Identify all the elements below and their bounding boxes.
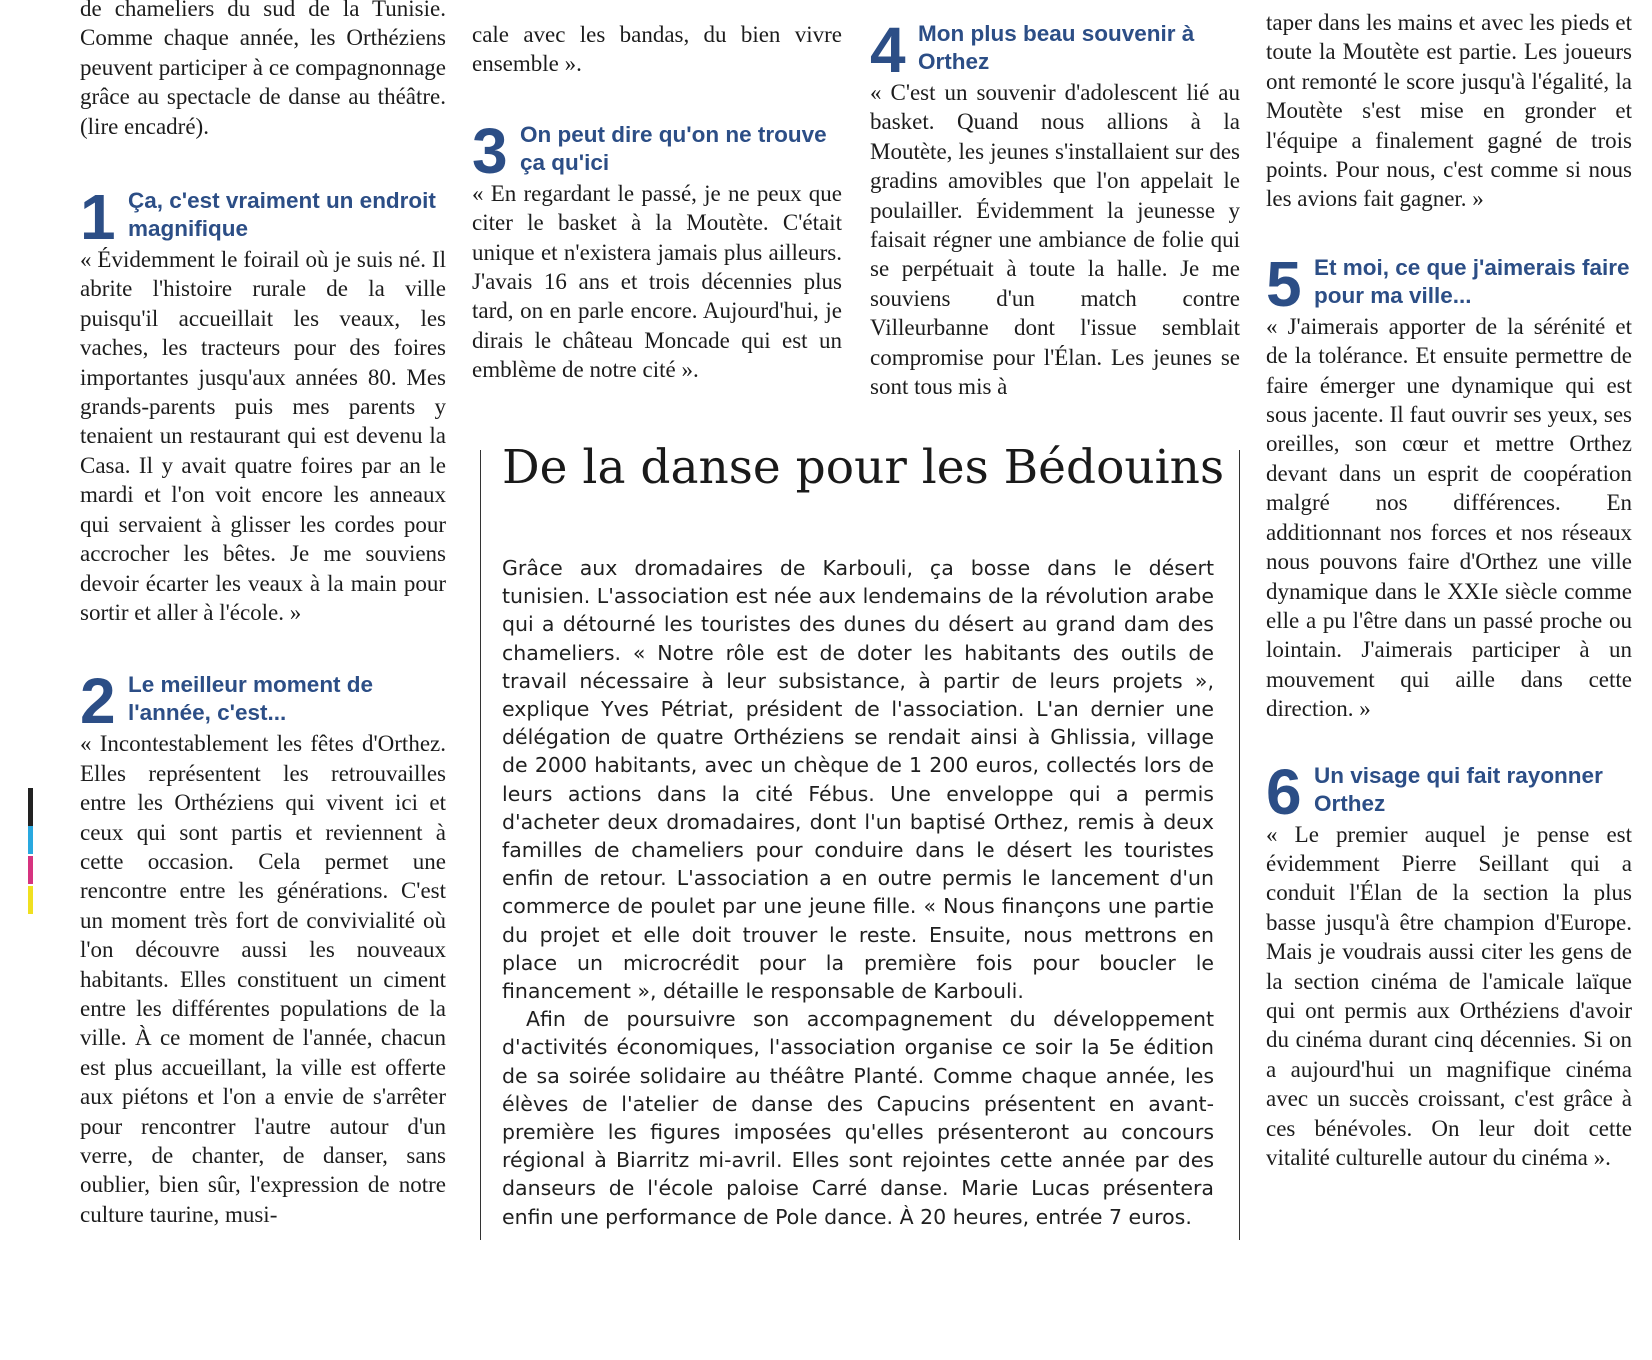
section-2	[80, 665, 446, 738]
section-body: « En regardant le passé, je ne peux que citer le basket à la Moutète. C'était unique et n'existera jamais plus ailleurs. J'avais 16 ans et trois décennies plus tard, on en parle encore. Aujourd'hui, je dirais le château Moncade qui est un emblème de notre cité ».	[472, 180, 842, 383]
section-body: « J'aimerais apporter de la sérénité et de la tolérance. Et ensuite permettre de faire émerger une dynamique qui est sous jacente. Il faut ouvrir ses yeux, ses oreilles, son cœur et mettre Orthez devant dans un esprit de coopération malgré nos différences. En additionnant nos forces et nos réseaux nous pouvons faire d'Orthez une ville dynamique dans le XXIe siècle comme elle a pu l'être dans un passé proche ou lointain. J'aimerais participer à un mouvement qui aille dans cette direction. »	[1266, 313, 1632, 722]
intro-paragraph: de chameliers du sud de la Tunisie. Comme chaque année, les Orthéziens peuvent participer à ce compagnonnage grâce au spectacle de danse au théâtre. (lire encadré).	[80, 0, 446, 139]
column-4	[1266, 0, 1632, 1172]
feature-title: De la danse pour les Bédouins	[502, 440, 1225, 495]
section-3	[472, 114, 842, 187]
section-body: « Évidemment le foirail où je suis né. Il abrite l'histoire rurale de la ville puisqu'il accueillait les veaux, les vaches, les tracteurs pour des foires importantes jusqu'aux années 80. Mes grands-parents puis mes parents y tenaient un restaurant qui est devenu la Casa. Il y avait quatre foires par an le mardi et l'on voit encore les anneaux qui servaient à glisser les cordes pour accrocher les bêtes. Je me souviens devoir écarter les veaux à la main pour sortir et aller à l'école. »	[80, 247, 446, 625]
section-heading: Mon plus beau souvenir à Orthez	[918, 21, 1195, 74]
feature-body	[502, 554, 1214, 1231]
section-number: 3	[472, 114, 508, 187]
feature-paragraph-1: Grâce aux dromadaires de Karbouli, ça bosse dans le désert tunisien. L'association est née aux lendemains de la révolution arabe qui a détourné les touristes des dunes du désert au grand dam des chameliers. « Notre rôle est de doter les habitants des outils de travail nécessaire à leur subsistance, à partir de leurs projets », explique Yves Pétriat, président de l'association. L'an dernier une délégation de quatre Orthéziens se rendait ainsi à Ghlissia, village de 2000 habitants, avec un chèque de 1 200 euros, collectés lors de leurs actions dans la cité Fébus. Une enveloppe qui a permis d'acheter deux dromadaires, dont l'un baptisé Orthez, remis à deux familles de chameliers pour conduire dans le désert les touristes enfin de retour. L'association a en outre permis le lancement d'un commerce de poulet par une jeune fille. « Nous finançons une partie du projet et elle doit trouver le reste. Ensuite, nous mettrons en place un microcrédit pour la première fois pour boucler le financement », détaille le responsable de Karbouli.	[502, 556, 1214, 1004]
section-heading: Ça, c'est vraiment un endroit magnifique	[128, 188, 436, 242]
section-body: « Le premier auquel je pense est évidemment Pierre Seillant qui a conduit l'Élan de la section la plus basse jusqu'à être champion d'Europe. Mais je voudrais aussi citer les gens de la section cinéma de l'amicale laïque qui ont permis aux Orthéziens d'avoir du cinéma durant cinq décennies. Si on a aujourd'hui un magnifique cinéma avec un succès croissant, c'est grâce à ces bénévoles. On leur doit cette vitalité culturelle autour du cinéma ».	[1266, 821, 1632, 1170]
registration-mark-yellow	[28, 886, 33, 914]
registration-mark-magenta	[28, 856, 33, 884]
section-number: 6	[1266, 755, 1302, 828]
section-heading: On peut dire qu'on ne trouve ça qu'ici	[520, 121, 827, 175]
section-6	[1266, 755, 1632, 828]
continued-paragraph: cale avec les bandas, du bien vivre ensemble ».	[472, 22, 842, 77]
section-5	[1266, 247, 1632, 320]
continued-paragraph: taper dans les mains et avec les pieds et toute la Moutète est partie. Les joueurs ont remonté le score jusqu'à l'égalité, la Moutète s'est mise en gronder et l'équipe a finalement gagné de trois points. Pour nous, c'est comme si nous les avions fait gagner. »	[1266, 10, 1632, 212]
column-3	[870, 0, 1240, 401]
section-number: 2	[80, 665, 116, 738]
section-number: 1	[80, 181, 116, 254]
registration-mark-cyan	[28, 826, 33, 854]
section-number: 4	[870, 14, 906, 86]
section-1	[80, 181, 446, 254]
section-heading: Et moi, ce que j'aimerais faire pour ma ville...	[1314, 254, 1630, 308]
column-2	[472, 0, 842, 385]
feature-paragraph-2: Afin de poursuivre son accompagnement du développement d'activités économiques, l'association organise ce soir la 5e édition de sa soirée solidaire au théâtre Planté. Comme chaque année, les élèves de l'atelier de danse des Capucins présentent en avant-première les figures imposées qu'elles présenteront au concours régional à Biarritz mi-avril. Elles sont rejointes cette année par des danseurs de l'école paloise Carré danse. Marie Lucas présentera enfin une performance de Pole dance. À 20 heures, entrée 7 euros.	[502, 1007, 1214, 1229]
section-4	[870, 14, 1240, 86]
section-body: « Incontestablement les fêtes d'Orthez. Elles représentent les retrouvailles entre les Orthéziens qui vivent ici et ceux qui sont partis et reviennent à cette occasion. Cela permet une rencontre entre les générations. C'est un moment très fort de convivialité où l'on découvre aussi les nouveaux habitants. Elles constituent un ciment entre les différentes populations de la ville. À ce moment de l'année, chacun est plus accueillant, la ville est offerte aux piétons et l'on a envie de s'arrêter pour rencontrer l'autre autour d'un verre, de chanter, de danser, sans oublier, bien sûr, l'expression de notre culture taurine, musi-	[80, 731, 446, 1227]
registration-mark-black	[28, 788, 33, 826]
section-heading: Le meilleur moment de l'année, c'est...	[128, 672, 374, 726]
section-body: « C'est un souvenir d'adolescent lié au basket. Quand nous allions à la Moutète, les jeunes s'installaient sur des gradins amovibles que l'on appelait le poulailler. Évidemment la jeunesse y faisait régner une ambiance de folie qui se perpétuait à toute la halle. Je me souviens d'un match contre Villeurbanne dont l'issue semblait compromise pour l'Élan. Les jeunes se sont tous mis à	[870, 80, 1240, 400]
column-1	[80, 0, 446, 1229]
section-heading: Un visage qui fait rayonner Orthez	[1314, 762, 1603, 816]
section-number: 5	[1266, 247, 1302, 320]
